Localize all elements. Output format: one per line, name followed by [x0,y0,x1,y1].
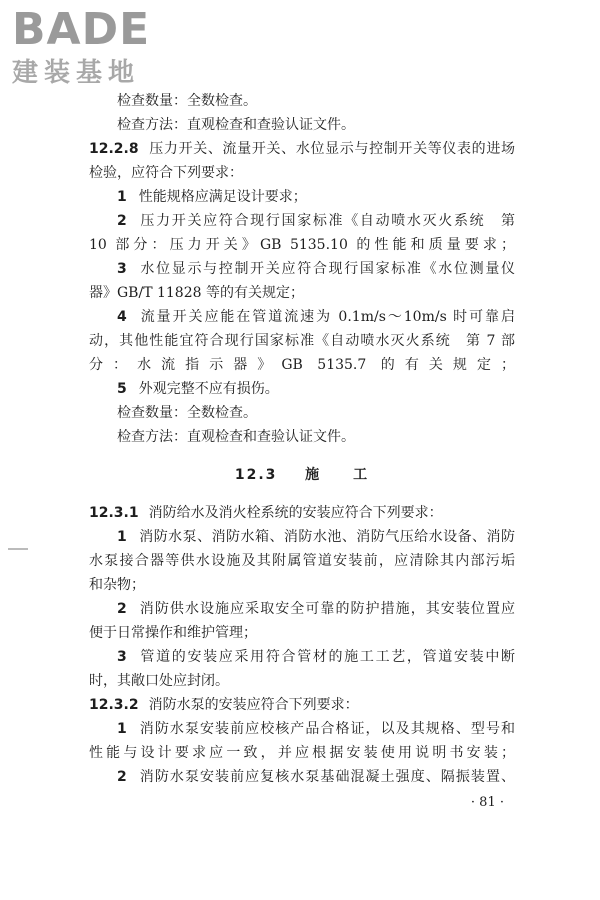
text-line [89,549,515,573]
text-line [89,161,515,185]
line-text: 和杂物； [89,577,145,593]
item-number: 3 [117,649,127,665]
text-line [89,669,515,693]
text-line [89,717,515,741]
text-line [89,185,515,209]
line-text: 分：水流指示器》GB 5135.7 的有关规定； [89,357,515,373]
clause-number: 12.2.8 [89,141,139,157]
line-text: 性能规格应满足设计要求； [138,189,307,205]
line-text: 消防供水设施应采取安全可靠的防护措施，其安装位置应 [138,601,515,617]
text-line [89,257,515,281]
line-text: 压力开关、流量开关、水位显示与控制开关等仪表的进场 [148,141,515,157]
line-text: 检查方法：直观检查和查验认证文件。 [117,117,355,133]
margin-mark [8,548,28,550]
text-line [89,305,515,329]
line-text: 消防水泵、消防水箱、消防水池、消防气压给水设备、消防 [138,529,515,545]
item-number: 2 [117,601,127,617]
item-number: 2 [117,769,127,785]
line-text: 水位显示与控制开关应符合现行国家标准《水位测量仪 [138,261,515,277]
line-text: 水泵接合器等供水设施及其附属管道安装前，应清除其内部污垢 [89,553,515,569]
line-text: 消防水泵安装前应复核水泵基础混凝土强度、隔振装置、 [138,769,515,785]
line-text: 管道的安装应采用符合管材的施工工艺，管道安装中断 [138,649,515,665]
text-line [89,741,515,765]
line-text: 消防水泵的安装应符合下列要求： [148,697,359,713]
logo-subtitle: 建装基地 [12,58,141,88]
item-number: 1 [117,189,127,205]
line-text: 压力开关应符合现行国家标准《自动喷水灭火系统 第 [138,213,515,229]
section-title: 施 工 [305,467,370,483]
clause-number: 12.3.2 [89,697,139,713]
item-number: 5 [117,381,127,397]
line-text: 检查数量：全数检查。 [117,405,257,421]
item-number: 1 [117,529,127,545]
text-line [89,645,515,669]
line-text: 便于日常操作和维护管理； [89,625,257,641]
section-number: 12.3 [234,467,278,483]
clause-12-2-block [89,89,515,449]
item-number: 1 [117,721,127,737]
text-line [89,693,515,717]
line-text: 器》GB/T 11828 等的有关规定； [89,285,304,301]
text-line [89,501,515,525]
line-text: 消防给水及消火栓系统的安装应符合下列要求： [148,505,443,521]
clause-12-3-block [89,501,515,789]
bade-logo [12,6,150,88]
document-body [89,89,515,789]
text-line [89,597,515,621]
item-number: 3 [117,261,127,277]
text-line [89,525,515,549]
text-line [89,573,515,597]
logo-wordmark: BADE [12,4,151,55]
line-text: 检查数量：全数检查。 [117,93,257,109]
text-line [89,113,515,137]
text-line [89,425,515,449]
text-line [89,209,515,233]
item-number: 2 [117,213,127,229]
line-text: 性能与设计要求应一致，并应根据安装使用说明书安装； [89,745,515,761]
line-text: 动，其他性能宜符合现行国家标准《自动喷水灭火系统 第 7 部 [89,333,515,349]
text-line [89,137,515,161]
text-line [89,329,515,353]
text-line [89,89,515,113]
text-line [89,621,515,645]
text-line [89,401,515,425]
line-text: 流量开关应能在管道流速为 0.1m/s～10m/s 时可靠启 [138,309,515,325]
text-line [89,281,515,305]
line-text: 10 部分：压力开关》GB 5135.10 的性能和质量要求； [89,237,515,253]
page-number: · 81 · [470,795,504,810]
line-text: 外观完整不应有损伤。 [138,381,279,397]
item-number: 4 [117,309,127,325]
line-text: 时，其敞口处应封闭。 [89,673,229,689]
text-line [89,353,515,377]
text-line [89,377,515,401]
line-text: 消防水泵安装前应校核产品合格证，以及其规格、型号和 [138,721,515,737]
line-text: 检验，应符合下列要求： [89,165,243,181]
section-heading [89,463,515,487]
line-text: 检查方法：直观检查和查验认证文件。 [117,429,355,445]
text-line [89,233,515,257]
clause-number: 12.3.1 [89,505,139,521]
text-line [89,765,515,789]
